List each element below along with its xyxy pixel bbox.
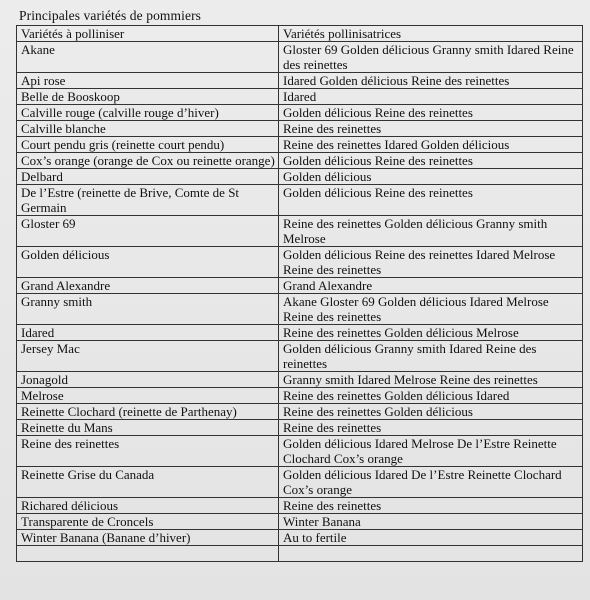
- table-row: [17, 89, 583, 105]
- variety-cell: Granny smith: [17, 294, 279, 325]
- table-row: [17, 420, 583, 436]
- table-row: [17, 153, 583, 169]
- table-row: [17, 169, 583, 185]
- pollinators-cell: Winter Banana: [279, 514, 583, 530]
- variety-cell: Calville rouge (calville rouge d’hiver): [17, 105, 279, 121]
- variety-cell: Winter Banana (Banane d’hiver): [17, 530, 279, 546]
- variety-cell: Calville blanche: [17, 121, 279, 137]
- table-row: [17, 546, 583, 562]
- table-row: [17, 514, 583, 530]
- pollinators-cell: Reine des reinettes Golden délicious Idared: [279, 388, 583, 404]
- variety-cell: Api rose: [17, 73, 279, 89]
- pollinators-cell: [279, 546, 583, 562]
- variety-cell: Reine des reinettes: [17, 436, 279, 467]
- header-varieties-to-pollinate: Variétés à polliniser: [17, 26, 279, 42]
- pollinators-cell: Golden délicious Granny smith Idared Reine des reinettes: [279, 341, 583, 372]
- table-row: [17, 216, 583, 247]
- table-row: [17, 247, 583, 278]
- table-header-row: [17, 26, 583, 42]
- variety-cell: Reinette Clochard (reinette de Parthenay): [17, 404, 279, 420]
- table-body: [17, 42, 583, 562]
- header-pollinator-varieties: Variétés pollinisatrices: [279, 26, 583, 42]
- table-row: [17, 325, 583, 341]
- variety-cell: Richared délicious: [17, 498, 279, 514]
- pollinators-cell: Akane Gloster 69 Golden délicious Idared Melrose Reine des reinettes: [279, 294, 583, 325]
- pollinators-cell: Reine des reinettes Golden délicious Granny smith Melrose: [279, 216, 583, 247]
- table-row: [17, 73, 583, 89]
- pollinators-cell: Granny smith Idared Melrose Reine des reinettes: [279, 372, 583, 388]
- pollinators-cell: Idared: [279, 89, 583, 105]
- pollinators-cell: Grand Alexandre: [279, 278, 583, 294]
- table-row: [17, 388, 583, 404]
- variety-cell: Jonagold: [17, 372, 279, 388]
- variety-cell: Transparente de Croncels: [17, 514, 279, 530]
- pollinators-cell: Reine des reinettes Idared Golden délicious: [279, 137, 583, 153]
- table-row: [17, 404, 583, 420]
- variety-cell: Gloster 69: [17, 216, 279, 247]
- pollinators-cell: Idared Golden délicious Reine des reinettes: [279, 73, 583, 89]
- variety-cell: Idared: [17, 325, 279, 341]
- variety-cell: Cox’s orange (orange de Cox ou reinette orange): [17, 153, 279, 169]
- table-row: [17, 105, 583, 121]
- pollinators-cell: Golden délicious Reine des reinettes Idared Melrose Reine des reinettes: [279, 247, 583, 278]
- table-row: [17, 498, 583, 514]
- pollinators-cell: Golden délicious Idared De l’Estre Reinette Clochard Cox’s orange: [279, 467, 583, 498]
- table-row: [17, 341, 583, 372]
- pollinators-cell: Golden délicious Reine des reinettes: [279, 185, 583, 216]
- variety-cell: Delbard: [17, 169, 279, 185]
- table-row: [17, 121, 583, 137]
- pollinators-cell: Golden délicious Reine des reinettes: [279, 153, 583, 169]
- document-title: Principales variétés de pommiers: [19, 8, 202, 23]
- pollinators-cell: Reine des reinettes: [279, 420, 583, 436]
- pollination-table: [16, 25, 583, 562]
- table-row: [17, 467, 583, 498]
- variety-cell: Jersey Mac: [17, 341, 279, 372]
- variety-cell: Golden délicious: [17, 247, 279, 278]
- table-row: [17, 278, 583, 294]
- pollinators-cell: Au to fertile: [279, 530, 583, 546]
- pollinators-cell: Reine des reinettes: [279, 121, 583, 137]
- variety-cell: Melrose: [17, 388, 279, 404]
- variety-cell: [17, 546, 279, 562]
- variety-cell: Court pendu gris (reinette court pendu): [17, 137, 279, 153]
- table-row: [17, 42, 583, 73]
- pollinators-cell: Reine des reinettes: [279, 498, 583, 514]
- variety-cell: Grand Alexandre: [17, 278, 279, 294]
- variety-cell: Belle de Booskoop: [17, 89, 279, 105]
- table-row: [17, 372, 583, 388]
- pollinators-cell: Golden délicious: [279, 169, 583, 185]
- pollinators-cell: Golden délicious Reine des reinettes: [279, 105, 583, 121]
- table-row: [17, 137, 583, 153]
- pollinators-cell: Reine des reinettes Golden délicious: [279, 404, 583, 420]
- table-row: [17, 185, 583, 216]
- variety-cell: Reinette du Mans: [17, 420, 279, 436]
- pollinators-cell: Gloster 69 Golden délicious Granny smith Idared Reine des reinettes: [279, 42, 583, 73]
- table-row: [17, 436, 583, 467]
- pollinators-cell: Reine des reinettes Golden délicious Melrose: [279, 325, 583, 341]
- variety-cell: Akane: [17, 42, 279, 73]
- variety-cell: De l’Estre (reinette de Brive, Comte de St Germain: [17, 185, 279, 216]
- table-row: [17, 294, 583, 325]
- pollinators-cell: Golden délicious Idared Melrose De l’Estre Reinette Clochard Cox’s orange: [279, 436, 583, 467]
- variety-cell: Reinette Grise du Canada: [17, 467, 279, 498]
- table-row: [17, 530, 583, 546]
